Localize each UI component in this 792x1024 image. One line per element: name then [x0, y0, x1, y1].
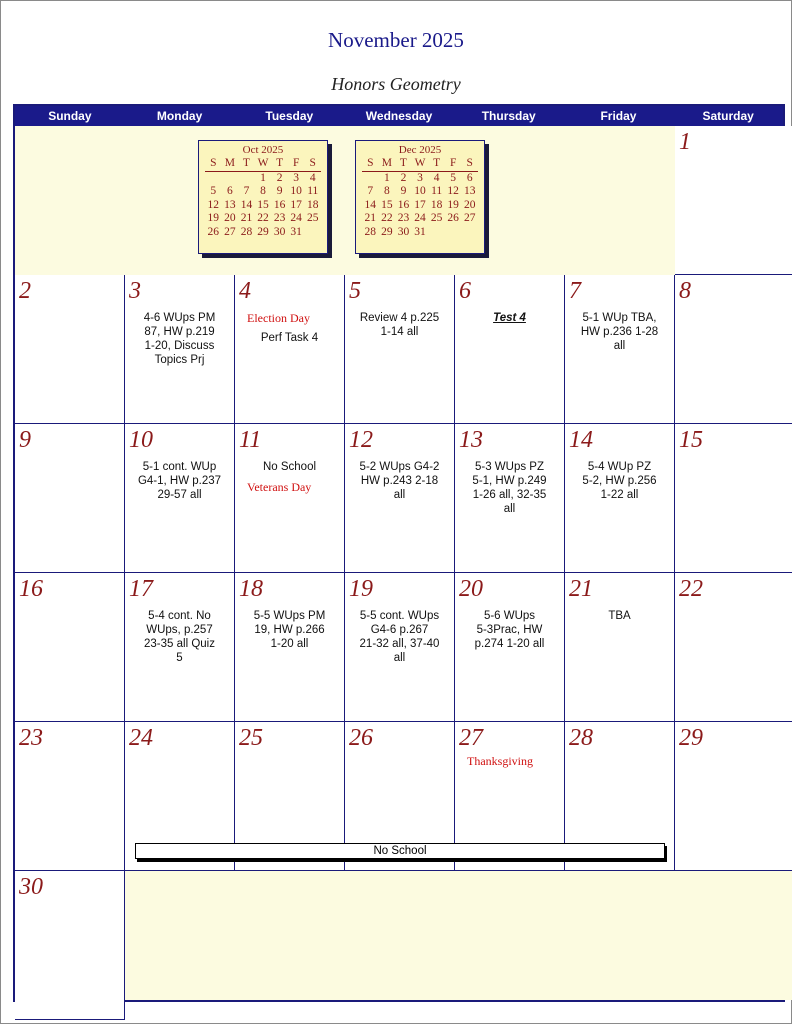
day-number: 12 [349, 427, 373, 453]
mini-calendar-day: 2 [400, 171, 407, 184]
day-number: 3 [129, 278, 141, 304]
day-notes: 5-4 cont. No WUps, p.257 23-35 all Quiz 5 [144, 610, 215, 664]
mini-calendar-next-month [355, 140, 485, 254]
mini-calendar-dow: W [257, 157, 269, 169]
mini-calendar-dow: S [210, 157, 217, 169]
day-notes: Perf Task 4 [260, 332, 319, 344]
day-number: 10 [129, 427, 153, 453]
day-cell-20[interactable] [455, 573, 565, 722]
day-notes: 5-3 WUps PZ 5-1, HW p.249 1-26 all, 32-35 all [472, 461, 547, 515]
day-cell-16[interactable] [15, 573, 125, 722]
day-cell-22[interactable] [675, 573, 792, 722]
mini-calendar-week [199, 172, 327, 186]
mini-calendar-day: 13 [224, 198, 236, 211]
mini-calendar-day: 2 [276, 171, 283, 184]
day-number: 24 [129, 725, 153, 751]
mini-calendar-dow: T [242, 157, 250, 169]
mini-calendar-week [356, 212, 484, 226]
day-cell-5[interactable] [345, 275, 455, 424]
day-cell-15[interactable] [675, 424, 792, 573]
mini-calendar-day: 20 [224, 212, 236, 224]
mini-calendar-dow: W [414, 157, 426, 169]
mini-calendar-dow: S [466, 157, 473, 169]
mini-calendar-day: 24 [414, 212, 426, 224]
mini-calendar-dow: F [449, 157, 457, 169]
test-label: Test 4 [493, 312, 526, 324]
mini-calendar-day: 10 [414, 185, 426, 197]
mini-calendar-day: 8 [260, 185, 266, 197]
mini-calendar-dow-row [362, 157, 478, 172]
mini-calendar-dow: M [224, 157, 235, 169]
day-cell-6[interactable] [455, 275, 565, 424]
weekday-wednesday: Wednesday [365, 109, 433, 123]
mini-calendar-day: 15 [381, 198, 393, 211]
mini-calendar-week [356, 199, 484, 213]
day-cell-10[interactable] [125, 424, 235, 573]
mini-calendar-day [445, 226, 462, 240]
day-number: 1 [679, 129, 691, 155]
day-number: 26 [349, 725, 373, 751]
mini-calendar-day: 26 [447, 212, 459, 224]
mini-calendar-day [461, 226, 478, 240]
mini-calendar-day: 30 [273, 225, 286, 238]
mini-calendar-dow: T [276, 157, 284, 169]
mini-calendar-day [222, 172, 239, 186]
day-notes: 5-5 WUps PM 19, HW p.266 1-20 all [253, 610, 326, 650]
mini-calendar-day: 5 [210, 185, 217, 197]
mini-calendar-prev-month [198, 140, 328, 254]
day-number: 7 [569, 278, 581, 304]
mini-calendar-day: 17 [290, 198, 302, 211]
day-notes: 5-4 WUp PZ 5-2, HW p.256 1-22 all [582, 461, 657, 501]
day-cell-23[interactable] [15, 722, 125, 871]
holiday-label: Veterans Day [247, 480, 312, 494]
day-cell-14[interactable] [565, 424, 675, 573]
day-number: 14 [569, 427, 593, 453]
day-number: 30 [19, 874, 43, 900]
mini-calendar-day: 4 [433, 171, 440, 184]
day-number: 8 [679, 278, 691, 304]
day-cell-18[interactable] [235, 573, 345, 722]
day-notes: 5-6 WUps 5-3Prac, HW p.274 1-20 all [474, 610, 545, 650]
mini-calendar-day: 28 [364, 225, 377, 238]
day-number: 2 [19, 278, 31, 304]
day-cell-30[interactable] [15, 871, 125, 1020]
mini-calendar-day: 28 [240, 225, 253, 238]
mini-calendar-day [238, 172, 255, 186]
mini-calendar-day: 10 [290, 185, 302, 197]
mini-calendar-day: 22 [381, 212, 393, 224]
day-notes: 5-1 cont. WUp G4-1, HW p.237 29-57 all [137, 461, 222, 501]
mini-calendar-day: 20 [464, 198, 476, 211]
mini-calendar-week [199, 212, 327, 226]
mini-calendar-day: 8 [383, 185, 390, 197]
mini-calendar-day: 26 [207, 225, 220, 238]
day-cell-4[interactable] [235, 275, 345, 424]
weekday-tuesday: Tuesday [265, 109, 314, 123]
mini-calendar-day: 18 [307, 198, 319, 211]
mini-calendar-day: 29 [381, 225, 393, 238]
day-cell-1[interactable] [675, 126, 792, 275]
day-notes: Review 4 p.225 1-14 all [359, 312, 440, 338]
mini-calendar-week [356, 226, 484, 240]
mini-calendar-day: 19 [447, 198, 459, 211]
day-cell-19[interactable] [345, 573, 455, 722]
day-number: 19 [349, 576, 373, 602]
weekday-header [15, 106, 783, 126]
mini-calendar-day [362, 172, 379, 186]
day-cell-29[interactable] [675, 722, 792, 871]
mini-calendar-day: 31 [290, 225, 302, 238]
mini-calendar-day: 14 [240, 198, 253, 211]
day-number: 15 [679, 427, 703, 453]
day-cell-9[interactable] [15, 424, 125, 573]
mini-calendar-day: 5 [450, 171, 457, 184]
weekday-saturday: Saturday [702, 109, 754, 123]
mini-calendar-day: 21 [364, 212, 377, 224]
mini-calendar-week [356, 185, 484, 199]
day-number: 21 [569, 576, 593, 602]
day-notes: 4-6 WUps PM 87, HW p.219 1-20, Discuss Topics Prj [143, 312, 216, 366]
day-cell-8[interactable] [675, 275, 792, 424]
day-number: 23 [19, 725, 43, 751]
day-cell-13[interactable] [455, 424, 565, 573]
mini-calendar-dow-row [205, 157, 321, 172]
mini-calendar-day: 23 [397, 212, 410, 224]
mini-calendar-day: 24 [290, 212, 302, 224]
mini-calendar-day: 15 [257, 198, 269, 211]
mini-calendar-day: 25 [307, 212, 319, 224]
mini-calendar-day: 12 [447, 185, 459, 197]
mini-calendar-dow: S [367, 157, 374, 169]
mini-calendar-day: 23 [273, 212, 286, 224]
mini-calendar-day: 30 [397, 225, 410, 238]
day-cell-3[interactable] [125, 275, 235, 424]
day-number: 6 [459, 278, 471, 304]
mini-calendar-day: 16 [273, 198, 286, 211]
mini-calendar-day: 31 [414, 225, 426, 238]
mini-calendar-day: 19 [207, 212, 220, 224]
mini-calendar-title: Oct 2025 [242, 144, 284, 156]
day-notes: 5-2 WUps G4-2 HW p.243 2-18 all [359, 461, 440, 501]
day-cell-21[interactable] [565, 573, 675, 722]
day-number: 11 [239, 427, 262, 453]
mini-calendar-day: 12 [207, 198, 220, 211]
day-number: 18 [239, 576, 263, 602]
mini-calendar-dow: T [399, 157, 407, 169]
weekday-thursday: Thursday [481, 109, 536, 123]
mini-calendar-day [428, 226, 445, 240]
day-number: 17 [129, 576, 153, 602]
mini-calendar-day [205, 172, 222, 186]
leading-blank-area [15, 126, 675, 275]
mini-calendar-dow: M [381, 157, 392, 169]
mini-calendar-week [199, 226, 327, 240]
day-notes: No School [262, 461, 317, 473]
day-number: 9 [19, 427, 31, 453]
page-title: November 2025 [328, 28, 464, 52]
weekday-monday: Monday [156, 109, 203, 123]
mini-calendar-day: 21 [240, 212, 253, 224]
day-number: 22 [679, 576, 703, 602]
mini-calendar-day: 16 [397, 198, 410, 211]
day-number: 16 [19, 576, 43, 602]
day-number: 27 [459, 725, 483, 751]
day-notes: TBA [608, 610, 631, 622]
holiday-label: Thanksgiving [467, 754, 533, 768]
mini-calendar-day: 14 [364, 198, 377, 211]
mini-calendar-day: 1 [383, 171, 390, 184]
mini-calendar-day [304, 226, 321, 240]
mini-calendar-day: 9 [276, 185, 283, 197]
mini-calendar-week [199, 185, 327, 199]
mini-calendar-dow: T [433, 157, 441, 169]
weekday-sunday: Sunday [48, 109, 92, 123]
mini-calendar-day: 27 [224, 225, 236, 238]
mini-calendar-day: 3 [417, 171, 423, 184]
day-notes: 5-1 WUp TBA, HW p.236 1-28 all [580, 312, 659, 352]
day-number: 28 [569, 725, 593, 751]
mini-calendar-day: 22 [257, 212, 269, 224]
day-number: 5 [349, 278, 361, 304]
day-notes: 5-5 cont. WUps G4-6 p.267 21-32 all, 37-40 all [359, 610, 440, 664]
mini-calendar-day: 25 [430, 212, 443, 224]
day-number: 13 [459, 427, 483, 453]
weekday-friday: Friday [600, 109, 637, 123]
page-subtitle: Honors Geometry [331, 74, 461, 94]
day-number: 25 [239, 725, 263, 751]
mini-calendar-day: 7 [243, 185, 250, 197]
mini-calendar-dow: S [309, 157, 316, 169]
day-number: 4 [239, 278, 251, 304]
mini-calendar-day: 7 [367, 185, 374, 197]
no-school-range-bar: No School [135, 843, 665, 859]
mini-calendar-day: 18 [430, 198, 443, 211]
day-number: 29 [679, 725, 703, 751]
mini-calendar-week [356, 172, 484, 186]
mini-calendar-day: 6 [466, 171, 473, 184]
day-cell-12[interactable] [345, 424, 455, 573]
mini-calendar-day: 4 [309, 171, 316, 184]
day-cell-17[interactable] [125, 573, 235, 722]
mini-calendar-day: 1 [260, 171, 266, 184]
mini-calendar-day: 29 [257, 225, 269, 238]
mini-calendar-day: 9 [400, 185, 407, 197]
mini-calendar-day: 6 [226, 185, 233, 197]
mini-calendar-day: 13 [464, 185, 476, 197]
mini-calendar-day: 11 [431, 185, 443, 197]
mini-calendar-dow: F [292, 157, 300, 169]
mini-calendar-day: 11 [307, 185, 319, 197]
mini-calendar-title: Dec 2025 [398, 144, 442, 156]
holiday-label: Election Day [247, 311, 310, 325]
mini-calendar-day: 17 [414, 198, 426, 211]
mini-calendar-day: 3 [293, 171, 300, 184]
day-number: 20 [459, 576, 483, 602]
mini-calendar-week [199, 199, 327, 213]
day-cell-7[interactable] [565, 275, 675, 424]
trailing-blank-area [125, 871, 792, 1000]
mini-calendar-day: 27 [464, 212, 476, 224]
day-cell-2[interactable] [15, 275, 125, 424]
day-cell-11[interactable] [235, 424, 345, 573]
